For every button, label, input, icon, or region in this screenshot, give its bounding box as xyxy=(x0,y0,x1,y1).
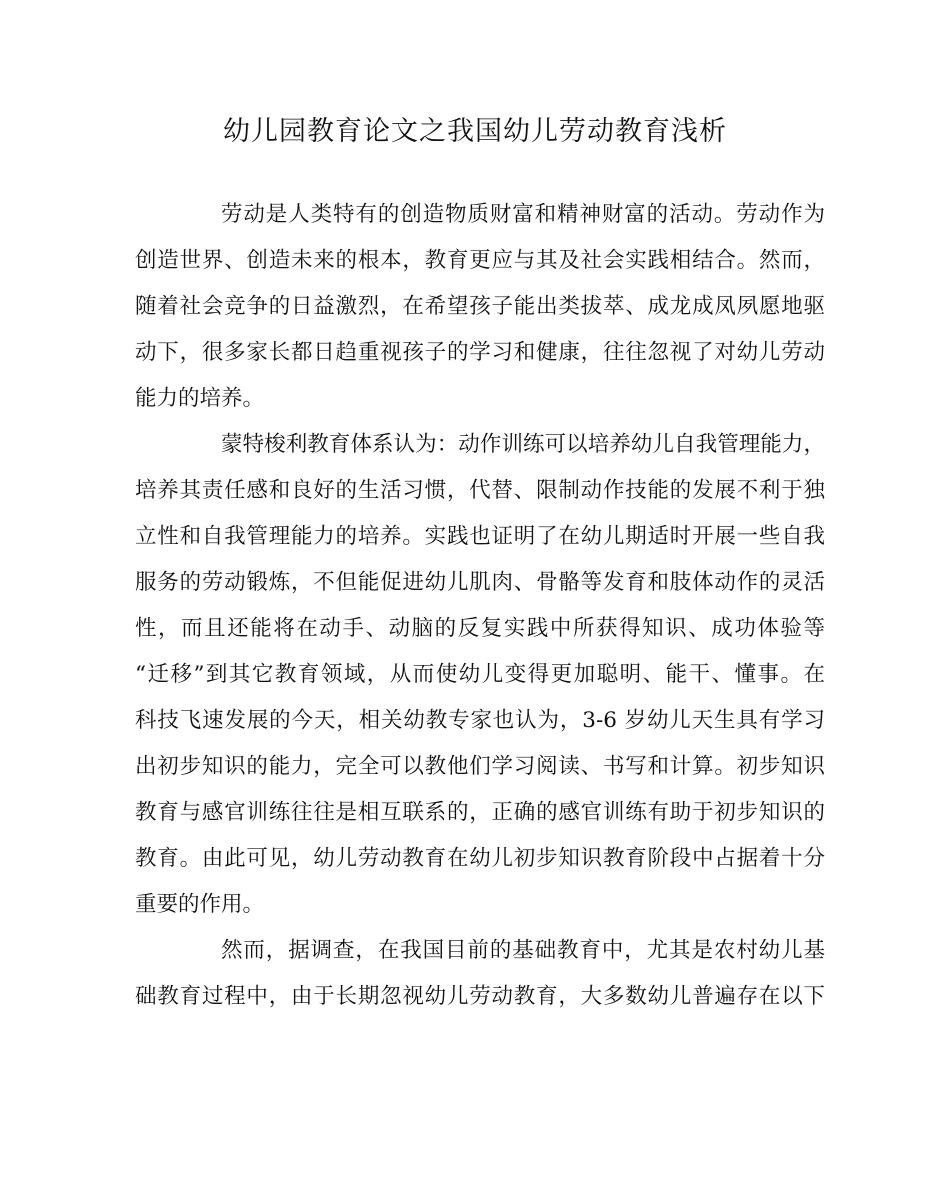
text-line: 然而，据调查，在我国目前的基础教育中，尤其是农村幼儿基 xyxy=(221,938,825,963)
text-line: 动下，很多家长都日趋重视孩子的学习和健康，往往忽视了对幼儿劳动 xyxy=(135,340,825,365)
paragraph-1 xyxy=(135,192,825,422)
text-line: 教育与感官训练往往是相互联系的，正确的感官训练有助于初步知识的 xyxy=(135,800,825,825)
text-line: 教育。由此可见，幼儿劳动教育在幼儿初步知识教育阶段中占据着十分 xyxy=(135,846,825,871)
document-body xyxy=(135,192,825,1020)
text-line: 培养其责任感和良好的生活习惯，代替、限制动作技能的发展不利于独 xyxy=(135,478,825,503)
text-line: “迁移”到其它教育领域，从而使幼儿变得更加聪明、能干、懂事。在 xyxy=(135,662,825,687)
text-line: 出初步知识的能力，完全可以教他们学习阅读、书写和计算。初步知识 xyxy=(135,754,825,779)
text-line: 随着社会竞争的日益激烈，在希望孩子能出类拔萃、成龙成凤夙愿地驱 xyxy=(135,294,825,319)
text-line: 科技飞速发展的今天，相关幼教专家也认为，3-6 岁幼儿天生具有学习 xyxy=(135,708,825,733)
document-title: 幼儿园教育论文之我国幼儿劳动教育浅析 xyxy=(223,116,727,147)
text-line: 性，而且还能将在动手、动脑的反复实践中所获得知识、成功体验等 xyxy=(135,616,825,641)
text-line: 能力的培养。 xyxy=(135,386,265,411)
text-line: 蒙特梭利教育体系认为：动作训练可以培养幼儿自我管理能力， xyxy=(221,432,825,457)
text-line: 础教育过程中，由于长期忽视幼儿劳动教育，大多数幼儿普遍存在以下 xyxy=(135,984,825,1009)
text-line: 创造世界、创造未来的根本，教育更应与其及社会实践相结合。然而， xyxy=(135,248,825,273)
text-line: 劳动是人类特有的创造物质财富和精神财富的活动。劳动作为 xyxy=(221,202,825,227)
text-line: 立性和自我管理能力的培养。实践也证明了在幼儿期适时开展一些自我 xyxy=(135,524,825,549)
paragraph-2 xyxy=(135,422,825,928)
text-line: 服务的劳动锻炼，不但能促进幼儿肌肉、骨骼等发育和肢体动作的灵活 xyxy=(135,570,825,595)
paragraph-3 xyxy=(135,928,825,1020)
text-line: 重要的作用。 xyxy=(135,892,265,917)
